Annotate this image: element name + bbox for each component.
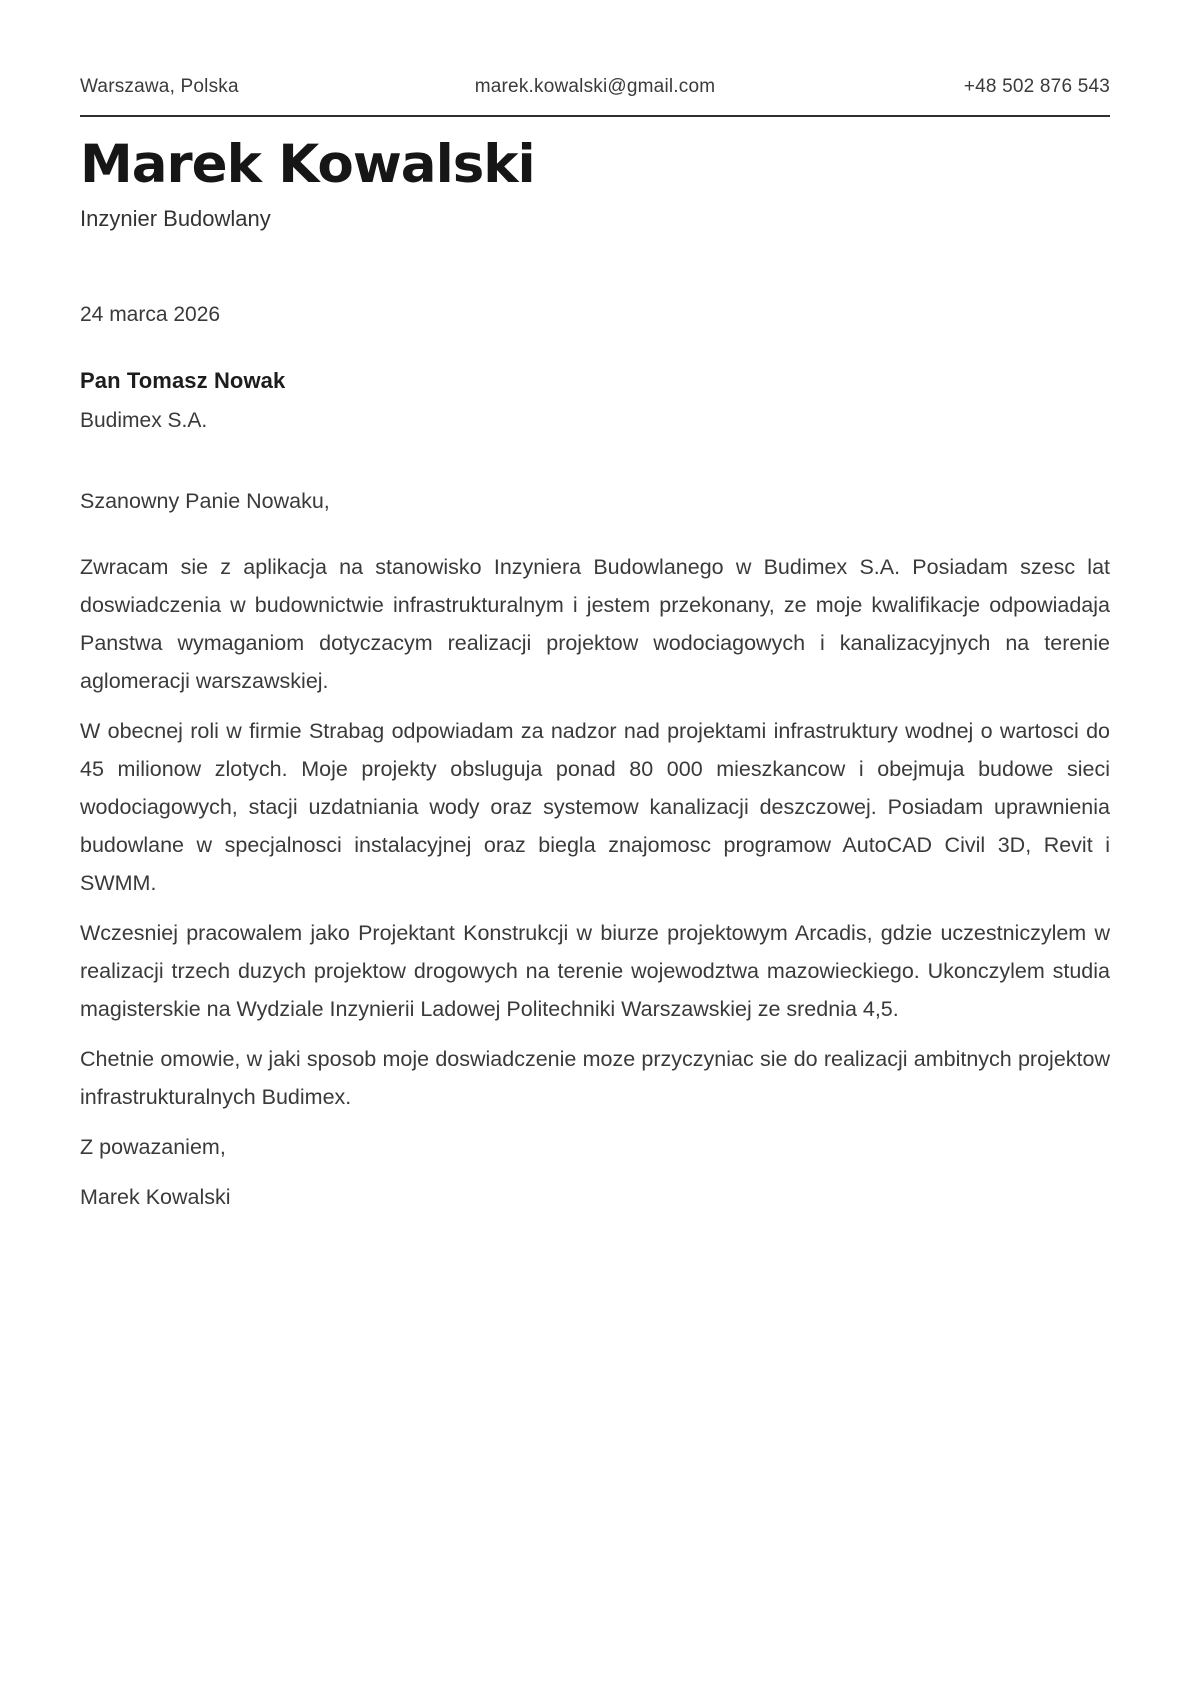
recipient-company: Budimex S.A.	[80, 409, 208, 432]
letter-paragraph: W obecnej roli w firmie Strabag odpowiadam za nadzor nad projektami infrastruktury wodnej o wartosci do 45 milionow zlotych. Moje projekty obsluguja ponad 80 000 mieszkancow i obejmuja budowe sieci wodociagowych, stacji uzdatniania wody oraz systemow kanalizacji deszczowej. Posiadam uprawnienia budowlane w specjalnosci instalacyjnej oraz biegla znajomosc programow AutoCAD Civil 3D, Revit i SWMM.	[80, 719, 1110, 895]
page-title-name: Marek Kowalski	[80, 134, 535, 195]
contact-header	[80, 76, 1110, 98]
closing-line: Z powazaniem,	[80, 1135, 226, 1159]
letter-body	[80, 548, 1110, 1116]
letter-paragraph: Chetnie omowie, w jaki sposob moje doswiadczenie moze przyczyniac sie do realizacji ambitnych projektow infrastrukturalnych Budimex.	[80, 1047, 1110, 1109]
letter-paragraph: Zwracam sie z aplikacja na stanowisko Inzyniera Budowlanego w Budimex S.A. Posiadam szesc lat doswiadczenia w budownictwie infrastrukturalnym i jestem przekonany, ze moje kwalifikacje odpowiadaja Panstwa wymaganiom dotyczacym realizacji projektow wodociagowych i kanalizacyjnych na terenie aglomeracji warszawskiej.	[80, 555, 1110, 693]
contact-email: marek.kowalski@gmail.com	[474, 76, 716, 97]
contact-phone: +48 502 876 543	[963, 76, 1110, 97]
job-title: Inzynier Budowlany	[80, 206, 271, 231]
contact-location: Warszawa, Polska	[80, 76, 239, 97]
signature-name: Marek Kowalski	[80, 1185, 231, 1209]
letter-date: 24 marca 2026	[80, 303, 221, 326]
recipient-name: Pan Tomasz Nowak	[80, 368, 286, 393]
salutation: Szanowny Panie Nowaku,	[80, 489, 330, 513]
header-divider	[80, 115, 1110, 117]
letter-paragraph: Wczesniej pracowalem jako Projektant Konstrukcji w biurze projektowym Arcadis, gdzie uczestniczylem w realizacji trzech duzych projektow drogowych na terenie wojewodztwa mazowieckiego. Ukonczylem studia magisterskie na Wydziale Inzynierii Ladowej Politechniki Warszawskiej ze srednia 4,5.	[80, 921, 1110, 1021]
